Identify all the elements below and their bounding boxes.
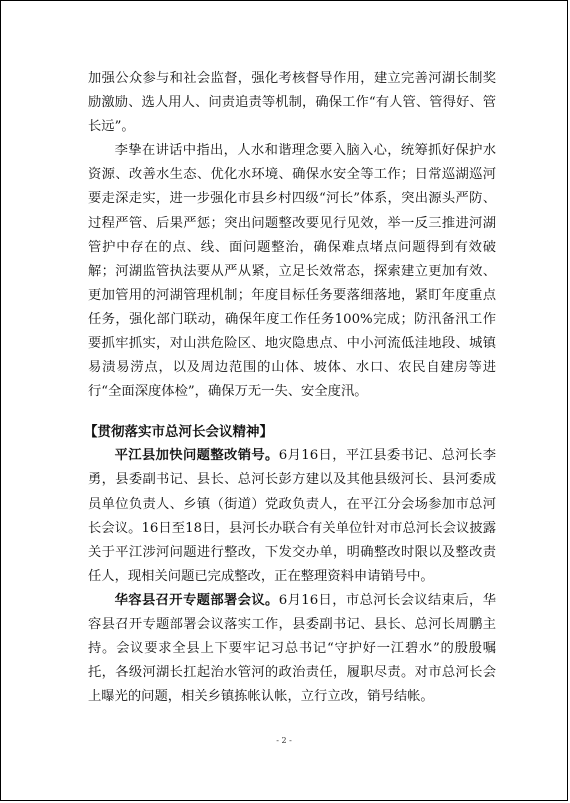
section-heading: 【贯彻落实市总河长会议精神】 xyxy=(84,424,273,441)
page-number: - 2 - xyxy=(276,736,292,745)
paragraph-li-zhi-speech: 李挚在讲话中指出，人水和谐理念要入脑入心，统筹抓好保护水资源、改善水生态、优化水环境、确保水安全等工作；日常巡湖巡河要走深走实，进一步强化市县乡村四级“河长”体系，突出源头严防、过程严管、后果严惩；突出问题整改要见行见效，举一反三推进河湖管护中存在的点、线、面问题整治，确保难点堵点问题得到有效破解；河湖监管执法要从严从紧，立足长效常态，探索建立更加有效、更加管用的河湖管理机制；年度目标任务要落细落地，紧盯年度重点任务，强化部门联动，确保年度工作任务100%完成；防汛备汛工作要抓牢抓实，对山洪危险区、地灾隐患点、中小河流低洼地段、城镇易渍易涝点，以及周边范围的山体、坡体、水口、农民自建房等进行“全面深度体检”，确保万无一失、安全度汛。 xyxy=(88,143,496,400)
section-spacer xyxy=(88,404,496,420)
paragraph-huarong-county xyxy=(88,589,496,709)
paragraph-text: 6月16日，市总河长会议结束后，华容县召开专题部署会议落实工作，县委副书记、县长、总河长周鹏主持。会议要求全县上下要牢记习总书记“守护好一江碧水”的殷殷嘱托，各级河湖长扛起治水管河的政治责任，履职尽责。对市总河长会上曝光的问题，相关乡镇拣帐认帐，立行立改，销号结帐。 xyxy=(88,592,496,705)
paragraph-text: 6月16日，平江县委书记、总河长李勇，县委副书记、县长、总河长彭方建以及其他县级河长、县河委成员单位负责人、乡镇（街道）党政负责人，在平江分会场参加市总河长会议。16日至18日，县河长办联合有关单位针对市总河长会议披露关于平江涉河问题进行整改，下发交办单，明确整改时限以及整改责任人，现相关问题已完成整改，正在整理资料申请销号中。 xyxy=(88,448,496,584)
paragraph-lead: 平江县加快问题整改销号。 xyxy=(114,448,279,464)
document-body xyxy=(84,67,496,709)
paragraph-lead: 华容县召开专题部署会议。 xyxy=(114,592,279,608)
paragraph-incentive-mechanism: 加强公众参与和社会监督，强化考核督导作用，建立完善河湖长制奖励激励、选人用人、问责追责等机制，确保工作“有人管、管得好、管长远”。 xyxy=(88,71,496,135)
paragraph-pingjiang-county xyxy=(88,444,496,589)
